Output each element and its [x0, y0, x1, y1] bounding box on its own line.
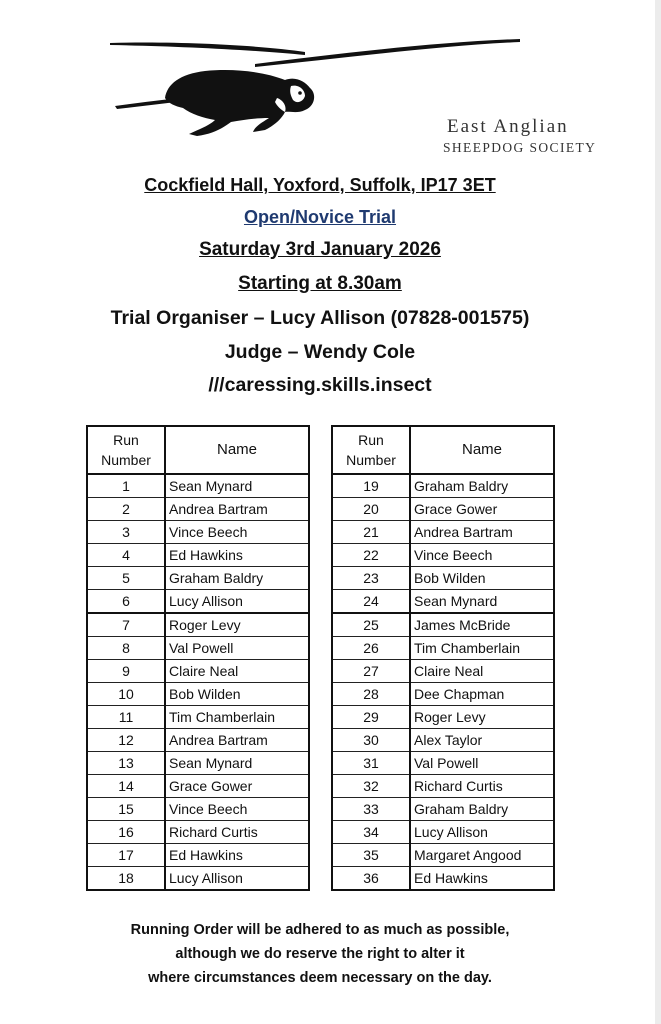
- handler-name: Ed Hawkins: [410, 867, 554, 891]
- handler-name: Graham Baldry: [410, 474, 554, 498]
- handler-name: Bob Wilden: [410, 567, 554, 590]
- table-row: [332, 867, 554, 891]
- run-number: 3: [87, 521, 165, 544]
- run-number: 27: [332, 660, 410, 683]
- run-number: 13: [87, 752, 165, 775]
- table-row: [332, 544, 554, 567]
- table-row: [87, 821, 309, 844]
- table-row: [87, 752, 309, 775]
- handler-name: Richard Curtis: [410, 775, 554, 798]
- run-number: 5: [87, 567, 165, 590]
- handler-name: Sean Mynard: [165, 752, 309, 775]
- run-number: 10: [87, 683, 165, 706]
- handler-name: Dee Chapman: [410, 683, 554, 706]
- table-row: [332, 821, 554, 844]
- trial-title: Open/Novice Trial: [243, 207, 397, 227]
- table-row: [332, 683, 554, 706]
- handler-name: Grace Gower: [410, 498, 554, 521]
- handler-name: Grace Gower: [165, 775, 309, 798]
- handler-name: Andrea Bartram: [165, 498, 309, 521]
- handler-name: Vince Beech: [165, 521, 309, 544]
- handler-name: Richard Curtis: [165, 821, 309, 844]
- footer-note-line3: where circumstances deem necessary on the day.: [148, 970, 492, 986]
- handler-name: Roger Levy: [165, 613, 309, 637]
- col-name: Name: [165, 426, 309, 474]
- handler-name: Lucy Allison: [165, 590, 309, 614]
- table-row: [87, 706, 309, 729]
- table-row: [332, 798, 554, 821]
- run-number: 30: [332, 729, 410, 752]
- run-number: 18: [87, 867, 165, 891]
- table-row: [87, 474, 309, 498]
- run-number: 16: [87, 821, 165, 844]
- table-row: [332, 567, 554, 590]
- run-number: 22: [332, 544, 410, 567]
- organiser: Trial Organiser – Lucy Allison (07828-001575): [110, 307, 530, 329]
- run-number: 15: [87, 798, 165, 821]
- col-run-number: Run Number: [87, 426, 165, 474]
- run-number: 34: [332, 821, 410, 844]
- table-row: [332, 498, 554, 521]
- table-row: [87, 660, 309, 683]
- run-number: 26: [332, 637, 410, 660]
- table-row: [87, 521, 309, 544]
- table-row: [87, 867, 309, 891]
- run-number: 35: [332, 844, 410, 867]
- judge: Judge – Wendy Cole: [224, 341, 416, 363]
- table-row: [87, 590, 309, 614]
- handler-name: Graham Baldry: [410, 798, 554, 821]
- handler-name: Lucy Allison: [165, 867, 309, 891]
- col-name: Name: [410, 426, 554, 474]
- run-number: 32: [332, 775, 410, 798]
- table-row: [87, 775, 309, 798]
- handler-name: Claire Neal: [410, 660, 554, 683]
- venue: Cockfield Hall, Yoxford, Suffolk, IP17 3ET: [144, 175, 496, 195]
- table-row: [332, 660, 554, 683]
- handler-name: Alex Taylor: [410, 729, 554, 752]
- table-row: [332, 521, 554, 544]
- handler-name: James McBride: [410, 613, 554, 637]
- table-row: [332, 775, 554, 798]
- logo-subtitle: SHEEPDOG SOCIETY: [443, 140, 597, 155]
- run-number: 12: [87, 729, 165, 752]
- handler-name: Roger Levy: [410, 706, 554, 729]
- running-order-table-left: [86, 425, 310, 891]
- table-row: [332, 613, 554, 637]
- run-number: 4: [87, 544, 165, 567]
- handler-name: Claire Neal: [165, 660, 309, 683]
- run-number: 2: [87, 498, 165, 521]
- run-number: 29: [332, 706, 410, 729]
- society-logo: [105, 36, 597, 155]
- run-number: 24: [332, 590, 410, 614]
- run-number: 9: [87, 660, 165, 683]
- logo-title: East Anglian: [447, 116, 569, 137]
- run-number: 31: [332, 752, 410, 775]
- handler-name: Vince Beech: [165, 798, 309, 821]
- run-number: 11: [87, 706, 165, 729]
- handler-name: Margaret Angood: [410, 844, 554, 867]
- running-order-table-right: [331, 425, 555, 891]
- handler-name: Vince Beech: [410, 544, 554, 567]
- handler-name: Sean Mynard: [165, 474, 309, 498]
- handler-name: Val Powell: [165, 637, 309, 660]
- run-number: 6: [87, 590, 165, 614]
- table-row: [87, 844, 309, 867]
- table-row: [87, 637, 309, 660]
- col-run-number: Run Number: [332, 426, 410, 474]
- run-number: 8: [87, 637, 165, 660]
- handler-name: Ed Hawkins: [165, 844, 309, 867]
- table-row: [87, 729, 309, 752]
- footer-note-line1: Running Order will be adhered to as much as possible,: [130, 922, 510, 938]
- table-row: [332, 590, 554, 614]
- trial-date: Saturday 3rd January 2026: [199, 239, 441, 260]
- table-row: [332, 844, 554, 867]
- table-row: [87, 613, 309, 637]
- table-row: [332, 706, 554, 729]
- run-number: 25: [332, 613, 410, 637]
- run-number: 33: [332, 798, 410, 821]
- page-edge: [655, 0, 661, 1024]
- handler-name: Val Powell: [410, 752, 554, 775]
- handler-name: Sean Mynard: [410, 590, 554, 614]
- table-row: [87, 498, 309, 521]
- run-number: 17: [87, 844, 165, 867]
- table-row: [87, 683, 309, 706]
- handler-name: Ed Hawkins: [165, 544, 309, 567]
- handler-name: Bob Wilden: [165, 683, 309, 706]
- run-number: 23: [332, 567, 410, 590]
- run-number: 14: [87, 775, 165, 798]
- table-row: [332, 752, 554, 775]
- table-row: [87, 567, 309, 590]
- handler-name: Andrea Bartram: [165, 729, 309, 752]
- table-row: [87, 544, 309, 567]
- table-row: [332, 729, 554, 752]
- handler-name: Tim Chamberlain: [165, 706, 309, 729]
- run-number: 21: [332, 521, 410, 544]
- run-number: 20: [332, 498, 410, 521]
- table-row: [332, 637, 554, 660]
- run-number: 7: [87, 613, 165, 637]
- what3words-location: ///caressing.skills.insect: [208, 374, 432, 396]
- footer-note-line2: although we do reserve the right to alter it: [175, 946, 465, 962]
- start-time: Starting at 8.30am: [238, 273, 402, 294]
- run-number: 1: [87, 474, 165, 498]
- run-number: 28: [332, 683, 410, 706]
- handler-name: Andrea Bartram: [410, 521, 554, 544]
- run-number: 19: [332, 474, 410, 498]
- handler-name: Graham Baldry: [165, 567, 309, 590]
- table-row: [87, 798, 309, 821]
- handler-name: Tim Chamberlain: [410, 637, 554, 660]
- handler-name: Lucy Allison: [410, 821, 554, 844]
- table-row: [332, 474, 554, 498]
- run-number: 36: [332, 867, 410, 891]
